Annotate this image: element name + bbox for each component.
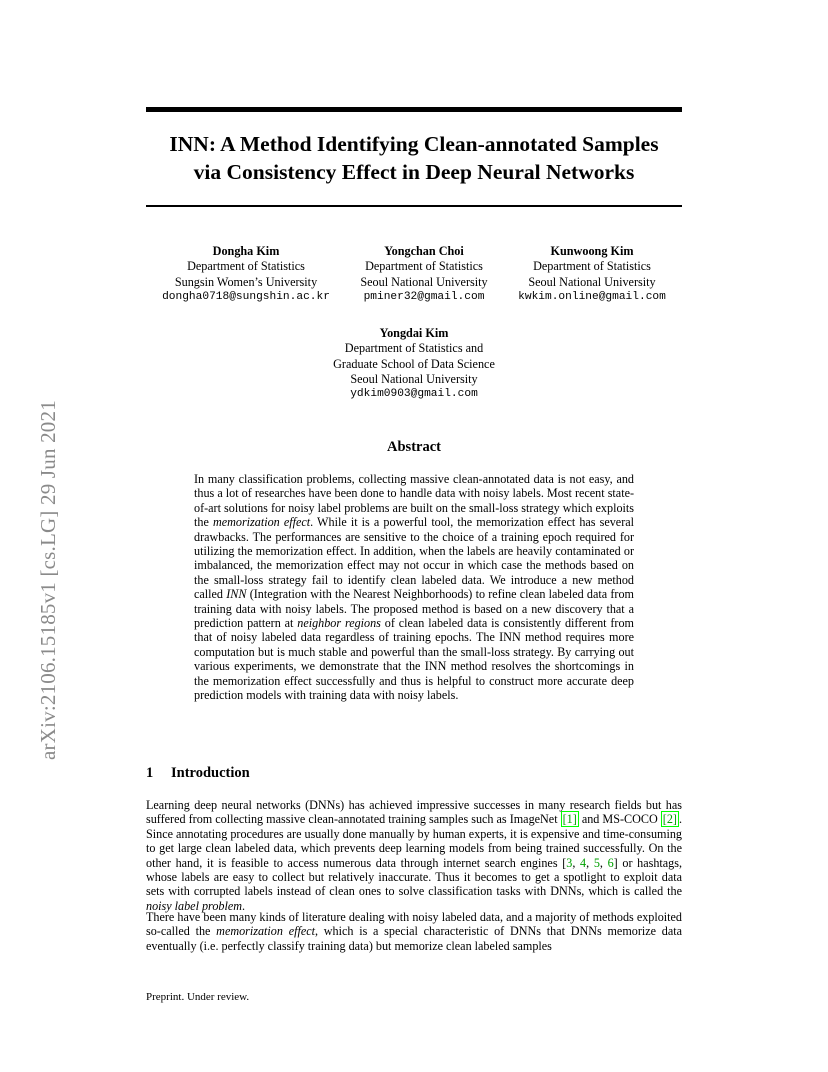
title-line-2: via Consistency Effect in Deep Neural Networks [193, 160, 635, 184]
paragraph-emphasis: noisy label problem [146, 898, 242, 913]
paragraph-text: . Since annotating procedures are usually done manually by human experts, it is expensive and time-consuming to get large clean labeled data, which prevents deep learning models from being trained successfully. On the other hand, it is feasible to access numerous data through internet search engines [ [146, 812, 682, 870]
paragraph-text: and MS-COCO [578, 812, 661, 827]
abstract-heading: Abstract [387, 439, 441, 455]
citation-link[interactable]: [1] [562, 812, 577, 827]
title-line-1: INN: A Method Identifying Clean-annotated Samples [169, 132, 659, 156]
author-email[interactable]: kwkim.online@gmail.com [518, 290, 666, 303]
title-bottom-rule [146, 205, 682, 207]
citation-link[interactable]: 3 [566, 855, 573, 870]
author-name: Kunwoong Kim [550, 244, 634, 258]
author-email[interactable]: dongha0718@sungshin.ac.kr [162, 290, 330, 303]
author-affiliation: Department of Statistics [533, 259, 651, 274]
paragraph-text: , [572, 855, 581, 870]
author-block [290, 326, 538, 402]
abstract-emphasis: INN [226, 587, 247, 602]
author-affiliation: Seoul National University [350, 371, 478, 386]
author-affiliation: Sungsin Women’s University [174, 274, 318, 289]
author-affiliation: Department of Statistics and [344, 341, 484, 356]
citation-link[interactable]: 4 [580, 855, 587, 870]
abstract-emphasis: memorization effect [212, 515, 311, 530]
paragraph-text: , [586, 855, 594, 870]
paragraph-text: ] or hashtags, whose labels are easy to collect but relatively inaccurate. Thus it becomes to get a spotlight to exploit data sets with corrupted labels instead of clean ones to solve classification tasks with DNNs, which is called the [146, 855, 682, 899]
paragraph-text: . [242, 898, 246, 913]
author-name: Dongha Kim [212, 244, 280, 258]
abstract-body [194, 472, 634, 703]
paragraph-emphasis: memorization effect [216, 924, 315, 939]
author-affiliation: Seoul National University [528, 274, 656, 289]
paragraph-text: There have been many kinds of literature dealing with noisy labeled data, and a majority of methods exploited so-called the [146, 910, 682, 939]
citation-link[interactable]: 5 [593, 855, 600, 870]
paragraph-text: , [599, 855, 608, 870]
section-title: Introduction [171, 765, 250, 781]
section-heading [146, 765, 250, 782]
author-affiliation: Department of Statistics [365, 259, 483, 274]
abstract-emphasis: neighbor regions [297, 616, 381, 631]
author-name: Yongchan Choi [384, 244, 464, 258]
abstract-text: In many classification problems, collecting massive clean-annotated data is not easy, and thus a lot of researches have been done to handle data with noisy labels. Most recent state-of-art solutions for noisy label problems are built on the small-loss strategy which exploits the [194, 472, 634, 530]
citation-link[interactable]: [2] [662, 812, 677, 827]
citation-link[interactable]: 6 [607, 855, 614, 870]
author-name: Yongdai Kim [379, 326, 449, 340]
author-block [146, 244, 346, 305]
author-email[interactable]: ydkim0903@gmail.com [350, 388, 478, 401]
paragraph-text: Learning deep neural networks (DNNs) has achieved impressive successes in many research fields but has suffered from collecting massive clean-annotated training samples such as ImageNet [146, 798, 682, 827]
author-affiliation: Department of Statistics [187, 259, 305, 274]
footer-note: Preprint. Under review. [146, 991, 250, 1003]
body-paragraph [146, 798, 682, 913]
paper-title [120, 130, 708, 186]
author-affiliation: Graduate School of Data Science [333, 356, 495, 371]
abstract-text: of clean labeled data is consistently different from that of noisy labeled data regardless of training epochs. The INN method requires more computation but is much stable and powerful than the small-loss strategy. By carrying out various experiments, we demonstrate that the INN method resolves the shortcomings in the memorization effect successfully and thus is helpful to construct more accurate deep prediction models with training data with noisy labels. [194, 616, 634, 703]
author-block [492, 244, 692, 305]
author-email[interactable]: pminer32@gmail.com [363, 290, 485, 303]
title-top-rule [146, 107, 682, 112]
abstract-text: . While it is a powerful tool, the memorization effect has several drawbacks. The performances are sensitive to the choice of a training epoch required for utilizing the memorization effect. In addition, when the labels are heavily contaminated or imbalanced, the memorization effect may not occur in which case the methods based on the small-loss strategy fail to identify clean labeled data. We introduce a new method called [194, 515, 635, 602]
abstract-text: (Integration with the Nearest Neighborhoods) to refine clean labeled data from training data with noisy labels. The proposed method is based on a new discovery that a prediction pattern at [194, 587, 634, 631]
arxiv-stamp: arXiv:2106.15185v1 [cs.LG] 29 Jun 2021 [36, 400, 60, 760]
section-number: 1 [146, 765, 154, 781]
author-affiliation: Seoul National University [360, 274, 488, 289]
body-paragraph [146, 910, 682, 953]
paragraph-text: , which is a special characteristic of DNNs that DNNs memorize data eventually (i.e. perfectly classify training data) but memorize clean labeled samples [146, 924, 683, 953]
